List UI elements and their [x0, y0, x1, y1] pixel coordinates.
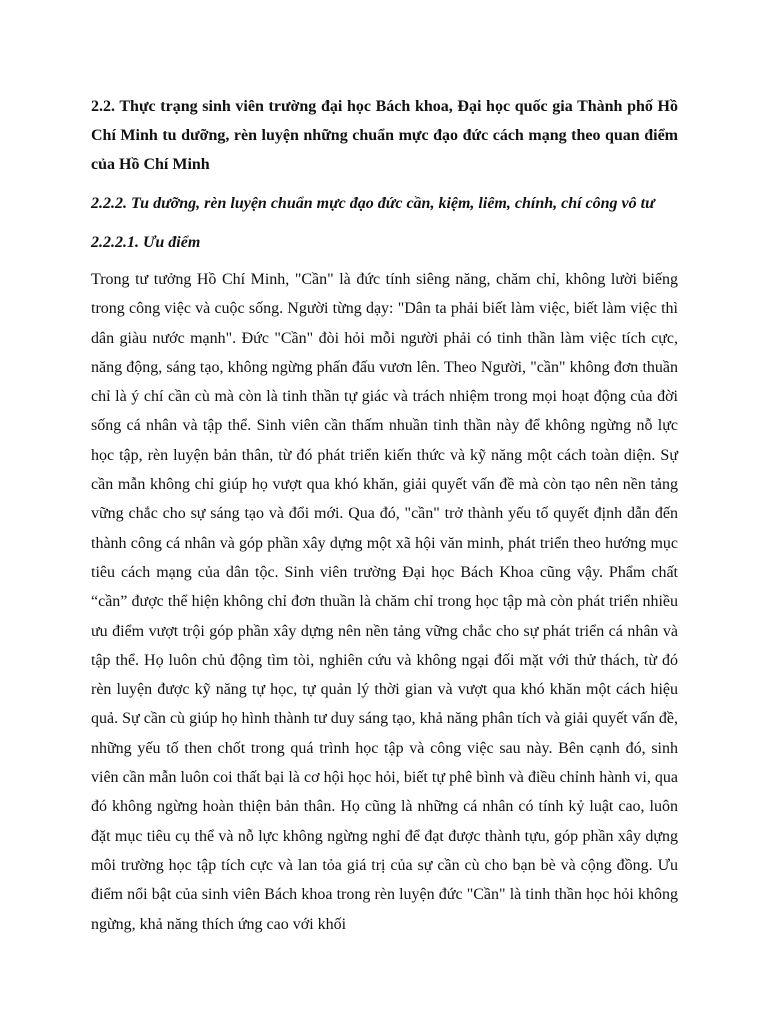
- document-page: [91, 92, 678, 939]
- subsubsection-heading: 2.2.2.1. Ưu điểm: [91, 234, 201, 251]
- body-paragraph: Trong tư tưởng Hồ Chí Minh, "Cần" là đức tính siêng năng, chăm chỉ, không lười biếng trong công việc và cuộc sống. Người từng dạy: "Dân ta phải biết làm việc, biết làm việc thì dân giàu nước mạnh". Đức "Cần" đòi hỏi mỗi người phải có tinh thần làm việc tích cực, năng động, sáng tạo, không ngừng phấn đấu vươn lên. Theo Người, "cần" không đơn thuần chỉ là ý chí cần cù mà còn là tinh thần tự giác và trách nhiệm trong mọi hoạt động của đời sống cá nhân và tập thể. Sinh viên cần thấm nhuần tinh thần này để không ngừng nỗ lực học tập, rèn luyện bản thân, từ đó phát triển kiến thức và kỹ năng một cách toàn diện. Sự cần mẫn không chỉ giúp họ vượt qua khó khăn, giải quyết vấn đề mà còn tạo nên nền tảng vững chắc cho sự sáng tạo và đổi mới. Qua đó, "cần" trở thành yếu tố quyết định dẫn đến thành công cá nhân và góp phần xây dựng một xã hội văn minh, phát triển theo hướng mục tiêu cách mạng của dân tộc. Sinh viên trường Đại học Bách Khoa cũng vậy. Phẩm chất “cần” được thể hiện không chỉ đơn thuần là chăm chỉ trong học tập mà còn phát triển nhiều ưu điểm vượt trội góp phần xây dựng nên nền tảng vững chắc cho sự phát triển cá nhân và tập thể. Họ luôn chủ động tìm tòi, nghiên cứu và không ngại đối mặt với thử thách, từ đó rèn luyện được kỹ năng tự học, tự quản lý thời gian và vượt qua khó khăn một cách hiệu quả. Sự cần cù giúp họ hình thành tư duy sáng tạo, khả năng phân tích và giải quyết vấn đề, những yếu tố then chốt trong quá trình học tập và công việc sau này. Bên cạnh đó, sinh viên cần mẫn luôn coi thất bại là cơ hội học hỏi, biết tự phê bình và điều chỉnh hành vi, qua đó không ngừng hoàn thiện bản thân. Họ cũng là những cá nhân có tính kỷ luật cao, luôn đặt mục tiêu cụ thể và nỗ lực không ngừng nghỉ để đạt được thành tựu, góp phần xây dựng môi trường học tập tích cực và lan tỏa giá trị của sự cần cù cho bạn bè và cộng đồng. Ưu điểm nổi bật của sinh viên Bách khoa trong rèn luyện đức "Cần" là tinh thần học hỏi không ngừng, khả năng thích ứng cao với khối: [91, 271, 678, 933]
- section-heading: 2.2. Thực trạng sinh viên trường đại học Bách khoa, Đại học quốc gia Thành phố Hồ Chí Minh tu dưỡng, rèn luyện những chuẩn mực đạo đức cách mạng theo quan điểm của Hồ Chí Minh: [91, 98, 678, 173]
- subsection-heading: 2.2.2. Tu dưỡng, rèn luyện chuẩn mực đạo đức cần, kiệm, liêm, chính, chí công vô tư: [91, 195, 655, 212]
